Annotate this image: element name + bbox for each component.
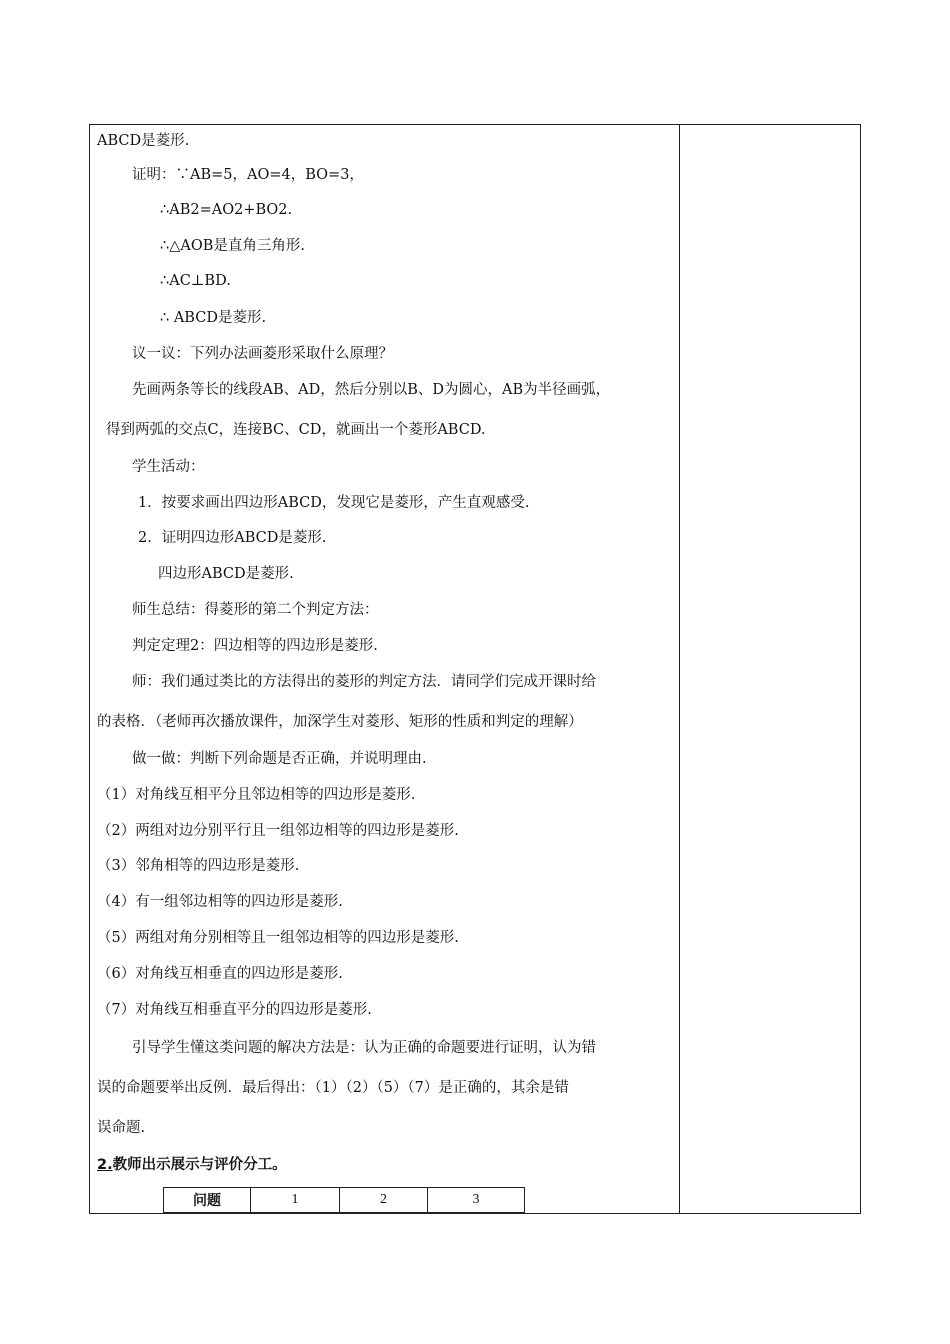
text-line: 师生总结：得菱形的第二个判定方法：	[132, 602, 379, 618]
text-line: 做一做：判断下列命题是否正确，并说明理由.	[132, 751, 427, 767]
text-line: ∴AC⊥BD.	[160, 273, 231, 289]
table-cell: 3	[428, 1188, 525, 1213]
section-title: 教师出示展示与评价分工。	[112, 1157, 287, 1173]
text-line: 引导学生懂这类问题的解决方法是：认为正确的命题要进行证明，认为错	[132, 1040, 596, 1056]
section-heading	[97, 1156, 287, 1174]
text-line: 判定定理2：四边相等的四边形是菱形.	[132, 638, 378, 654]
column-divider	[679, 124, 680, 1214]
text-line: 1．按要求画出四边形ABCD，发现它是菱形，产生直观感受.	[138, 495, 530, 511]
list-item: （3）邻角相等的四边形是菱形.	[97, 858, 300, 874]
text-line: 得到两弧的交点C，连接BC、CD，就画出一个菱形ABCD.	[106, 422, 486, 438]
list-item: （4）有一组邻边相等的四边形是菱形.	[97, 894, 343, 910]
table-cell: 2	[340, 1188, 428, 1213]
text-line: 证明：∵AB=5，AO=4，BO=3，	[132, 167, 364, 183]
list-item: （1）对角线互相平分且邻边相等的四边形是菱形.	[97, 787, 416, 803]
section-number: 2.	[97, 1157, 113, 1173]
role-table	[163, 1187, 525, 1213]
text-line: 的表格．（老师再次播放课件，加深学生对菱形、矩形的性质和判定的理解）	[97, 714, 583, 730]
table-row	[164, 1188, 525, 1213]
list-item: （6）对角线互相垂直的四边形是菱形.	[97, 966, 343, 982]
text-line: ∴△AOB是直角三角形.	[160, 238, 305, 254]
text-line: 误的命题要举出反例．最后得出：（1）（2）（5）（7）是正确的，其余是错	[97, 1080, 569, 1096]
text-line: 先画两条等长的线段AB、AD，然后分别以B、D为圆心，AB为半径画弧，	[132, 382, 611, 398]
text-line: 四边形ABCD是菱形.	[158, 566, 294, 582]
text-line: 2．证明四边形ABCD是菱形.	[138, 530, 327, 546]
table-cell: 1	[251, 1188, 340, 1213]
list-item: （7）对角线互相垂直平分的四边形是菱形.	[97, 1002, 372, 1018]
list-item: （5）两组对角分别相等且一组邻边相等的四边形是菱形.	[97, 930, 459, 946]
text-line: 误命题.	[97, 1120, 146, 1136]
text-line: ABCD是菱形.	[97, 133, 190, 149]
text-line: 议一议：下列办法画菱形采取什么原理？	[132, 346, 393, 362]
text-line: ∴AB2=AO2+BO2.	[160, 202, 293, 218]
text-line: 学生活动：	[132, 459, 205, 475]
list-item: （2）两组对边分别平行且一组邻边相等的四边形是菱形.	[97, 823, 459, 839]
table-header-cell: 问题	[164, 1188, 251, 1213]
text-line: ∴ ABCD是菱形.	[160, 310, 267, 326]
text-line: 师：我们通过类比的方法得出的菱形的判定方法．请同学们完成开课时给	[132, 674, 596, 690]
